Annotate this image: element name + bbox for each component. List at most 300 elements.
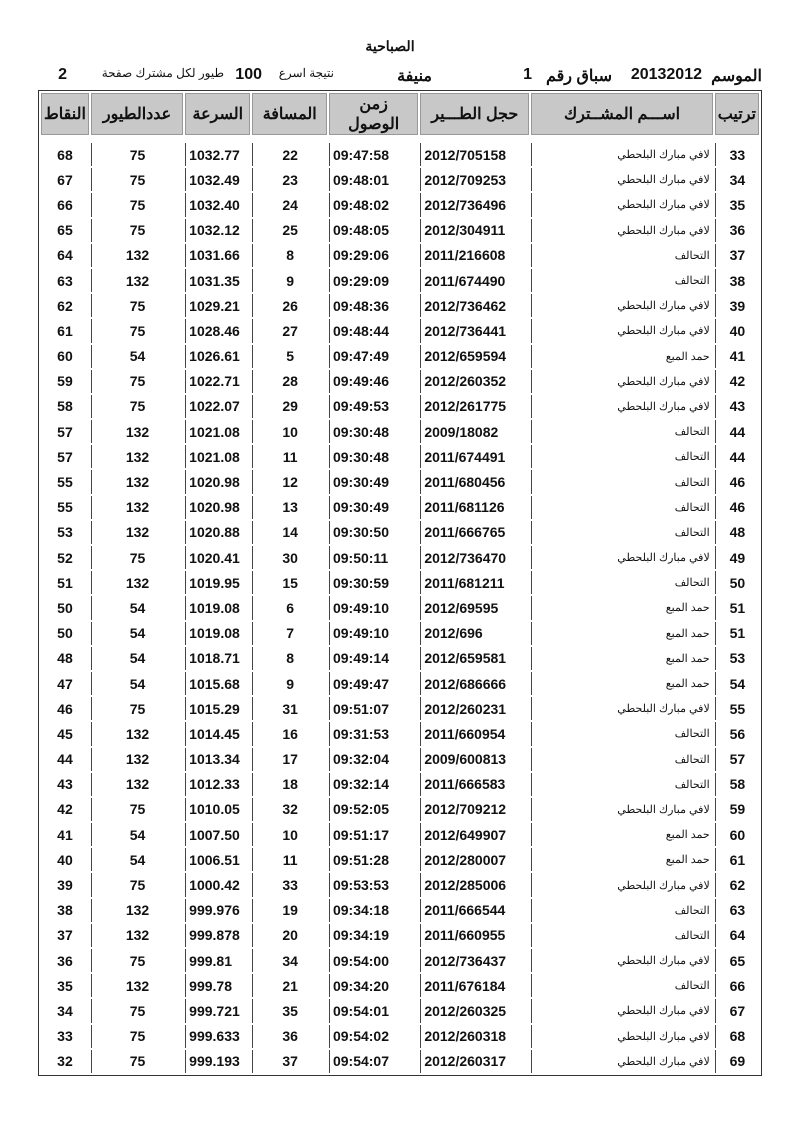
speed-cell: 999.721 [185, 999, 250, 1022]
ring-number-cell: 2011/660954 [420, 722, 529, 745]
ring-number-cell: 2011/681126 [420, 496, 529, 519]
points-cell: 58 [57, 398, 73, 415]
ring-number-cell: 2011/666544 [420, 899, 529, 922]
rank-cell: 68 [715, 1025, 759, 1048]
table-row [41, 168, 759, 191]
member-name-cell: حمد المبع [531, 345, 712, 368]
points-cell: 59 [57, 373, 73, 390]
points-cell: 40 [57, 851, 73, 868]
bird-count-cell: 132 [91, 269, 183, 292]
member-name-cell: حمد المبع [531, 622, 712, 645]
rank-cell: 66 [715, 974, 759, 997]
bird-count-cell: 132 [91, 899, 183, 922]
ring-number-cell: 2012/260352 [420, 370, 529, 393]
bird-count-cell: 132 [91, 521, 183, 544]
table-row [41, 294, 759, 317]
member-name-cell: التحالف [531, 470, 712, 493]
member-name-cell: لافي مبارك البلحطي [531, 873, 712, 896]
rank-cell: 49 [715, 546, 759, 569]
arrival-time-cell: 09:34:18 [329, 899, 418, 922]
rank-cell: 35 [715, 193, 759, 216]
bird-count-cell: 54 [91, 848, 183, 871]
arrival-time-cell: 09:48:02 [329, 193, 418, 216]
points-cell: 62 [57, 297, 73, 314]
distance-cell: 37 [252, 1050, 327, 1073]
points-cell: 52 [57, 549, 73, 566]
bird-count-cell: 132 [91, 244, 183, 267]
bird-count-cell: 75 [91, 319, 183, 342]
speed-cell: 1031.66 [185, 244, 250, 267]
rank-cell: 61 [715, 848, 759, 871]
rank-cell: 64 [715, 924, 759, 947]
table-row [41, 798, 759, 821]
rank-cell: 34 [715, 168, 759, 191]
arrival-time-cell: 09:30:59 [329, 571, 418, 594]
col-birds: عددالطيور [91, 93, 183, 135]
bird-count-cell: 132 [91, 974, 183, 997]
speed-cell: 1000.42 [185, 873, 250, 896]
bird-count-cell: 75 [91, 546, 183, 569]
bird-count-cell: 54 [91, 823, 183, 846]
speed-cell: 1007.50 [185, 823, 250, 846]
bird-count-cell: 75 [91, 873, 183, 896]
bird-count-cell: 75 [91, 168, 183, 191]
table-row [41, 1025, 759, 1048]
member-name-cell: لافي مبارك البلحطي [531, 395, 712, 418]
distance-cell: 27 [252, 319, 327, 342]
arrival-time-cell: 09:54:00 [329, 949, 418, 972]
member-name-cell: لافي مبارك البلحطي [531, 1025, 712, 1048]
rank-cell: 37 [715, 244, 759, 267]
speed-cell: 1014.45 [185, 722, 250, 745]
table-row [41, 1050, 759, 1073]
speed-cell: 1029.21 [185, 294, 250, 317]
rank-cell: 65 [715, 949, 759, 972]
ring-number-cell: 2012/736441 [420, 319, 529, 342]
arrival-time-cell: 09:48:44 [329, 319, 418, 342]
arrival-time-cell: 09:52:05 [329, 798, 418, 821]
arrival-time-cell: 09:54:02 [329, 1025, 418, 1048]
speed-cell: 1026.61 [185, 345, 250, 368]
distance-cell: 36 [252, 1025, 327, 1048]
ring-number-cell: 2012/280007 [420, 848, 529, 871]
points-cell: 43 [57, 776, 73, 793]
ring-number-cell: 2012/659594 [420, 345, 529, 368]
points-cell: 37 [57, 927, 73, 944]
arrival-time-cell: 09:49:10 [329, 596, 418, 619]
rank-cell: 36 [715, 219, 759, 242]
points-cell: 63 [57, 272, 73, 289]
table-row [41, 949, 759, 972]
table-row [41, 546, 759, 569]
distance-cell: 28 [252, 370, 327, 393]
arrival-time-cell: 09:49:47 [329, 672, 418, 695]
member-name-cell: التحالف [531, 269, 712, 292]
table-row [41, 823, 759, 846]
arrival-time-cell: 09:51:17 [329, 823, 418, 846]
bird-count-cell: 75 [91, 294, 183, 317]
points-cell: 57 [57, 423, 73, 440]
member-name-cell: حمد المبع [531, 672, 712, 695]
speed-cell: 1020.88 [185, 521, 250, 544]
ring-number-cell: 2009/18082 [420, 420, 529, 443]
ring-number-cell: 2011/674490 [420, 269, 529, 292]
points-cell: 45 [57, 725, 73, 742]
speed-cell: 1020.41 [185, 546, 250, 569]
member-name-cell: التحالف [531, 722, 712, 745]
distance-cell: 20 [252, 924, 327, 947]
arrival-time-cell: 09:30:50 [329, 521, 418, 544]
bird-count-cell: 75 [91, 1025, 183, 1048]
speed-cell: 1022.71 [185, 370, 250, 393]
member-name-cell: لافي مبارك البلحطي [531, 370, 712, 393]
bird-count-cell: 132 [91, 722, 183, 745]
arrival-time-cell: 09:30:49 [329, 470, 418, 493]
member-name-cell: لافي مبارك البلحطي [531, 798, 712, 821]
distance-cell: 10 [252, 420, 327, 443]
rank-cell: 69 [715, 1050, 759, 1073]
speed-cell: 1015.68 [185, 672, 250, 695]
bird-count-cell: 75 [91, 1050, 183, 1073]
bird-count-cell: 54 [91, 345, 183, 368]
speed-cell: 1010.05 [185, 798, 250, 821]
arrival-time-cell: 09:49:10 [329, 622, 418, 645]
fastest-value: 100 [235, 66, 262, 83]
member-name-cell: لافي مبارك البلحطي [531, 546, 712, 569]
points-cell: 47 [57, 675, 73, 692]
distance-cell: 6 [252, 596, 327, 619]
rank-cell: 44 [715, 445, 759, 468]
col-distance: المسافة [252, 93, 327, 135]
table-row [41, 773, 759, 796]
distance-cell: 19 [252, 899, 327, 922]
table-row [41, 571, 759, 594]
ring-number-cell: 2012/260317 [420, 1050, 529, 1073]
rank-cell: 51 [715, 596, 759, 619]
member-name-cell: التحالف [531, 974, 712, 997]
rank-cell: 56 [715, 722, 759, 745]
speed-cell: 1031.35 [185, 269, 250, 292]
arrival-time-cell: 09:30:48 [329, 420, 418, 443]
distance-cell: 29 [252, 395, 327, 418]
rank-cell: 60 [715, 823, 759, 846]
table-row [41, 873, 759, 896]
distance-cell: 17 [252, 748, 327, 771]
speed-cell: 1019.08 [185, 596, 250, 619]
speed-cell: 999.976 [185, 899, 250, 922]
race-label: سباق رقم [546, 68, 612, 85]
ring-number-cell: 2012/736462 [420, 294, 529, 317]
table-row [41, 722, 759, 745]
distance-cell: 8 [252, 244, 327, 267]
table-row [41, 748, 759, 771]
member-name-cell: التحالف [531, 521, 712, 544]
member-name-cell: لافي مبارك البلحطي [531, 319, 712, 342]
arrival-time-cell: 09:29:09 [329, 269, 418, 292]
rank-cell: 38 [715, 269, 759, 292]
member-name-cell: لافي مبارك البلحطي [531, 143, 712, 166]
points-cell: 68 [57, 146, 73, 163]
table-row [41, 496, 759, 519]
ring-number-cell: 2011/666583 [420, 773, 529, 796]
col-time: زمن الوصول [329, 93, 418, 135]
member-name-cell: لافي مبارك البلحطي [531, 294, 712, 317]
rank-cell: 33 [715, 143, 759, 166]
points-cell: 53 [57, 524, 73, 541]
rank-cell: 58 [715, 773, 759, 796]
ring-number-cell: 2011/680456 [420, 470, 529, 493]
col-rank: ترتيب [715, 93, 759, 135]
distance-cell: 21 [252, 974, 327, 997]
arrival-time-cell: 09:34:19 [329, 924, 418, 947]
table-row [41, 370, 759, 393]
arrival-time-cell: 09:29:06 [329, 244, 418, 267]
bird-count-cell: 75 [91, 999, 183, 1022]
distance-cell: 9 [252, 269, 327, 292]
points-cell: 50 [57, 599, 73, 616]
speed-cell: 1021.08 [185, 420, 250, 443]
rank-cell: 59 [715, 798, 759, 821]
speed-cell: 1013.34 [185, 748, 250, 771]
points-cell: 67 [57, 171, 73, 188]
speed-cell: 999.78 [185, 974, 250, 997]
distance-cell: 11 [252, 848, 327, 871]
ring-number-cell: 2012/304911 [420, 219, 529, 242]
table-row [41, 395, 759, 418]
bird-count-cell: 132 [91, 420, 183, 443]
race-info [40, 66, 762, 86]
speed-cell: 1020.98 [185, 470, 250, 493]
rank-cell: 62 [715, 873, 759, 896]
fastest-label: نتيجة اسرع [278, 66, 334, 80]
ring-number-cell: 2012/649907 [420, 823, 529, 846]
col-name: اســـم المشــترك [531, 93, 712, 135]
arrival-time-cell: 09:54:01 [329, 999, 418, 1022]
arrival-time-cell: 09:48:05 [329, 219, 418, 242]
arrival-time-cell: 09:34:20 [329, 974, 418, 997]
ring-number-cell: 2012/261775 [420, 395, 529, 418]
table-row [41, 319, 759, 342]
member-name-cell: التحالف [531, 244, 712, 267]
distance-cell: 34 [252, 949, 327, 972]
points-cell: 39 [57, 877, 73, 894]
distance-cell: 26 [252, 294, 327, 317]
ring-number-cell: 2012/686666 [420, 672, 529, 695]
ring-number-cell: 2012/709253 [420, 168, 529, 191]
bird-count-cell: 132 [91, 445, 183, 468]
table-row [41, 521, 759, 544]
bird-count-cell: 54 [91, 647, 183, 670]
speed-cell: 1032.40 [185, 193, 250, 216]
points-cell: 35 [57, 977, 73, 994]
speed-cell: 1020.98 [185, 496, 250, 519]
rank-cell: 54 [715, 672, 759, 695]
page-title: الصباحية [365, 38, 415, 54]
arrival-time-cell: 09:47:49 [329, 345, 418, 368]
speed-cell: 1032.49 [185, 168, 250, 191]
points-cell: 51 [57, 574, 73, 591]
bird-count-cell: 75 [91, 370, 183, 393]
ring-number-cell: 2011/216608 [420, 244, 529, 267]
distance-cell: 32 [252, 798, 327, 821]
speed-cell: 999.878 [185, 924, 250, 947]
speed-cell: 1019.08 [185, 622, 250, 645]
distance-cell: 12 [252, 470, 327, 493]
table-row [41, 219, 759, 242]
bird-count-cell: 75 [91, 395, 183, 418]
ring-number-cell: 2011/681211 [420, 571, 529, 594]
points-cell: 41 [57, 826, 73, 843]
speed-cell: 1012.33 [185, 773, 250, 796]
distance-cell: 22 [252, 143, 327, 166]
distance-cell: 8 [252, 647, 327, 670]
points-cell: 34 [57, 1002, 73, 1019]
points-cell: 42 [57, 801, 73, 818]
member-name-cell: التحالف [531, 420, 712, 443]
rank-cell: 40 [715, 319, 759, 342]
table-row [41, 899, 759, 922]
member-name-cell: التحالف [531, 899, 712, 922]
member-name-cell: التحالف [531, 445, 712, 468]
ring-number-cell: 2012/736496 [420, 193, 529, 216]
table-row [41, 193, 759, 216]
arrival-time-cell: 09:48:36 [329, 294, 418, 317]
points-cell: 38 [57, 902, 73, 919]
distance-cell: 31 [252, 697, 327, 720]
ring-number-cell: 2012/260231 [420, 697, 529, 720]
speed-cell: 1032.12 [185, 219, 250, 242]
ring-number-cell: 2011/676184 [420, 974, 529, 997]
table-row [41, 672, 759, 695]
rank-cell: 63 [715, 899, 759, 922]
member-name-cell: لافي مبارك البلحطي [531, 1050, 712, 1073]
distance-cell: 9 [252, 672, 327, 695]
rank-cell: 53 [715, 647, 759, 670]
rank-cell: 46 [715, 496, 759, 519]
rank-cell: 43 [715, 395, 759, 418]
season-value: 20132012 [630, 66, 702, 83]
distance-cell: 35 [252, 999, 327, 1022]
table-row [41, 848, 759, 871]
arrival-time-cell: 09:49:53 [329, 395, 418, 418]
distance-cell: 7 [252, 622, 327, 645]
rank-cell: 41 [715, 345, 759, 368]
col-points: النقاط [41, 93, 89, 135]
bird-count-cell: 132 [91, 773, 183, 796]
points-cell: 57 [57, 448, 73, 465]
distance-cell: 5 [252, 345, 327, 368]
speed-cell: 1021.08 [185, 445, 250, 468]
points-cell: 61 [57, 322, 73, 339]
distance-cell: 11 [252, 445, 327, 468]
arrival-time-cell: 09:53:53 [329, 873, 418, 896]
bird-count-cell: 75 [91, 219, 183, 242]
arrival-time-cell: 09:30:48 [329, 445, 418, 468]
rank-cell: 50 [715, 571, 759, 594]
bird-count-cell: 132 [91, 496, 183, 519]
member-name-cell: حمد المبع [531, 848, 712, 871]
ring-number-cell: 2011/660955 [420, 924, 529, 947]
bird-count-cell: 54 [91, 622, 183, 645]
table-row [41, 445, 759, 468]
per-member-label: طيور لكل مشترك صفحة [101, 66, 224, 80]
speed-cell: 999.81 [185, 949, 250, 972]
col-speed: السرعة [185, 93, 250, 135]
table-row [41, 269, 759, 292]
speed-cell: 1019.95 [185, 571, 250, 594]
bird-count-cell: 54 [91, 596, 183, 619]
rank-cell: 57 [715, 748, 759, 771]
bird-count-cell: 132 [91, 748, 183, 771]
bird-count-cell: 75 [91, 949, 183, 972]
member-name-cell: لافي مبارك البلحطي [531, 168, 712, 191]
table-row [41, 697, 759, 720]
distance-cell: 25 [252, 219, 327, 242]
speed-cell: 999.633 [185, 1025, 250, 1048]
bird-count-cell: 75 [91, 193, 183, 216]
season-label: الموسم [711, 68, 762, 85]
arrival-time-cell: 09:54:07 [329, 1050, 418, 1073]
rank-cell: 67 [715, 999, 759, 1022]
points-cell: 66 [57, 196, 73, 213]
member-name-cell: حمد المبع [531, 823, 712, 846]
arrival-time-cell: 09:47:58 [329, 143, 418, 166]
distance-cell: 14 [252, 521, 327, 544]
speed-cell: 1032.77 [185, 143, 250, 166]
rank-cell: 55 [715, 697, 759, 720]
points-cell: 44 [57, 751, 73, 768]
arrival-time-cell: 09:51:28 [329, 848, 418, 871]
points-cell: 60 [57, 348, 73, 365]
ring-number-cell: 2011/674491 [420, 445, 529, 468]
table-row [41, 470, 759, 493]
ring-number-cell: 2012/260318 [420, 1025, 529, 1048]
ring-number-cell: 2012/736437 [420, 949, 529, 972]
arrival-time-cell: 09:32:04 [329, 748, 418, 771]
bird-count-cell: 54 [91, 672, 183, 695]
member-name-cell: التحالف [531, 924, 712, 947]
bird-count-cell: 132 [91, 470, 183, 493]
arrival-time-cell: 09:51:07 [329, 697, 418, 720]
table-row [41, 244, 759, 267]
table-row [41, 974, 759, 997]
member-name-cell: التحالف [531, 571, 712, 594]
distance-cell: 10 [252, 823, 327, 846]
distance-cell: 15 [252, 571, 327, 594]
distance-cell: 13 [252, 496, 327, 519]
ring-number-cell: 2012/696 [420, 622, 529, 645]
speed-cell: 1018.71 [185, 647, 250, 670]
member-name-cell: لافي مبارك البلحطي [531, 949, 712, 972]
table-row [41, 420, 759, 443]
member-name-cell: لافي مبارك البلحطي [531, 697, 712, 720]
distance-cell: 30 [252, 546, 327, 569]
arrival-time-cell: 09:49:46 [329, 370, 418, 393]
distance-cell: 33 [252, 873, 327, 896]
member-name-cell: لافي مبارك البلحطي [531, 193, 712, 216]
ring-number-cell: 2011/666765 [420, 521, 529, 544]
table-row [41, 622, 759, 645]
results-table [38, 90, 762, 1076]
rank-cell: 48 [715, 521, 759, 544]
points-cell: 48 [57, 650, 73, 667]
ring-number-cell: 2012/659581 [420, 647, 529, 670]
points-cell: 32 [57, 1053, 73, 1070]
arrival-time-cell: 09:31:53 [329, 722, 418, 745]
bird-count-cell: 75 [91, 697, 183, 720]
table-row [41, 596, 759, 619]
arrival-time-cell: 09:48:01 [329, 168, 418, 191]
